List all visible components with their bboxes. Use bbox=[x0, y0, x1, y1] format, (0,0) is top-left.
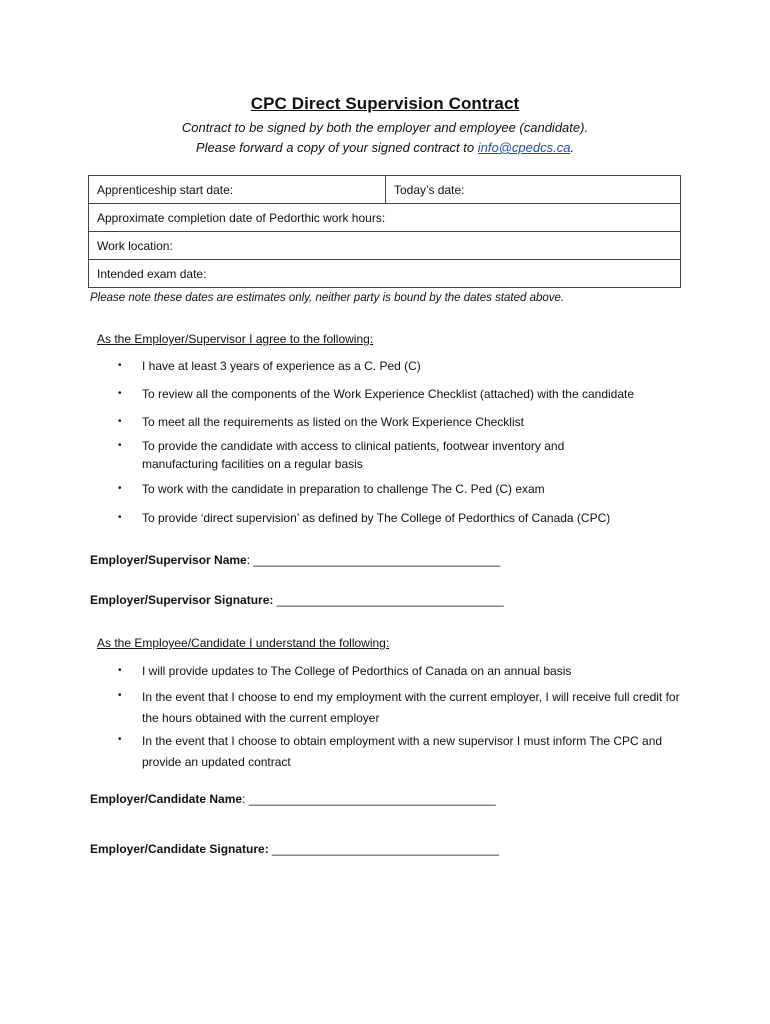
candidate-signature-label: Employer/Candidate Signature: bbox=[90, 842, 269, 856]
list-item-text: In the event that I choose to end my employment with the current employer, I will receive full credit for the hours obtained with the current employer bbox=[142, 690, 680, 725]
list-item-text: To work with the candidate in preparation to challenge The C. Ped (C) exam bbox=[142, 482, 545, 496]
exam-date-cell[interactable]: Intended exam date: bbox=[89, 260, 681, 288]
candidate-name-blank[interactable]: : _____________________________________ bbox=[242, 792, 496, 806]
completion-date-cell[interactable]: Approximate completion date of Pedorthic work hours: bbox=[89, 204, 681, 232]
document-title: CPC Direct Supervision Contract bbox=[250, 94, 520, 113]
candidate-name-label: Employer/Candidate Name bbox=[90, 792, 243, 806]
list-item-text: To review all the components of the Work Experience Checklist (attached) with the candidate bbox=[142, 387, 635, 401]
list-item-text: In the event that I choose to obtain employment with a new supervisor I must inform The CPC and provide an updated contract bbox=[142, 734, 663, 769]
bullet-icon: • bbox=[118, 690, 122, 701]
apprenticeship-start-cell[interactable]: Apprenticeship start date: bbox=[89, 176, 386, 204]
candidate-name-field[interactable] bbox=[90, 792, 496, 806]
employer-name-blank[interactable]: : _____________________________________ bbox=[246, 553, 501, 567]
bullet-icon: • bbox=[118, 512, 122, 523]
subtitle-line-1: Contract to be signed by both the employer and employee (candidate). bbox=[181, 120, 589, 135]
table-row bbox=[89, 260, 681, 288]
bullet-icon: • bbox=[118, 734, 122, 745]
todays-date-cell[interactable]: Today’s date: bbox=[386, 176, 681, 204]
employer-signature-blank[interactable]: __________________________________ bbox=[273, 593, 504, 607]
subtitle-line-2-suffix: . bbox=[570, 140, 575, 155]
subtitle-line-2 bbox=[0, 140, 770, 155]
bullet-icon: • bbox=[118, 360, 122, 371]
candidate-signature-field[interactable] bbox=[90, 842, 499, 856]
employer-section-heading: As the Employer/Supervisor I agree to the following: bbox=[97, 332, 374, 346]
table-row bbox=[89, 232, 681, 260]
list-item-text: I will provide updates to The College of Pedorthics of Canada on an annual basis bbox=[142, 664, 572, 678]
work-location-cell[interactable]: Work location: bbox=[89, 232, 681, 260]
employee-section-heading: As the Employee/Candidate I understand the following: bbox=[97, 636, 390, 650]
employer-signature-label: Employer/Supervisor Signature: bbox=[90, 593, 274, 607]
bullet-icon: • bbox=[118, 483, 122, 494]
table-row bbox=[89, 176, 681, 204]
list-item-text: To provide ‘direct supervision’ as defined by The College of Pedorthics of Canada (CPC) bbox=[142, 511, 611, 525]
bullet-icon: • bbox=[118, 416, 122, 427]
dates-note: Please note these dates are estimates only, neither party is bound by the dates stated above. bbox=[90, 292, 565, 304]
email-link[interactable]: info@cpedcs.ca bbox=[477, 140, 571, 155]
table-row bbox=[89, 204, 681, 232]
employer-name-field[interactable] bbox=[90, 553, 500, 567]
dates-table bbox=[88, 175, 681, 288]
bullet-icon: • bbox=[118, 440, 122, 451]
bullet-icon: • bbox=[118, 665, 122, 676]
employer-name-label: Employer/Supervisor Name bbox=[90, 553, 247, 567]
candidate-signature-blank[interactable]: __________________________________ bbox=[268, 842, 499, 856]
list-item-text: To provide the candidate with access to clinical patients, footwear inventory and manufacturing facilities on a regular basis bbox=[142, 439, 565, 471]
bullet-icon: • bbox=[118, 388, 122, 399]
list-item-text: I have at least 3 years of experience as a C. Ped (C) bbox=[142, 359, 421, 373]
subtitle-line-2-prefix: Please forward a copy of your signed contract to bbox=[195, 140, 478, 155]
list-item-text: To meet all the requirements as listed on the Work Experience Checklist bbox=[142, 415, 524, 429]
employer-signature-field[interactable] bbox=[90, 593, 504, 607]
